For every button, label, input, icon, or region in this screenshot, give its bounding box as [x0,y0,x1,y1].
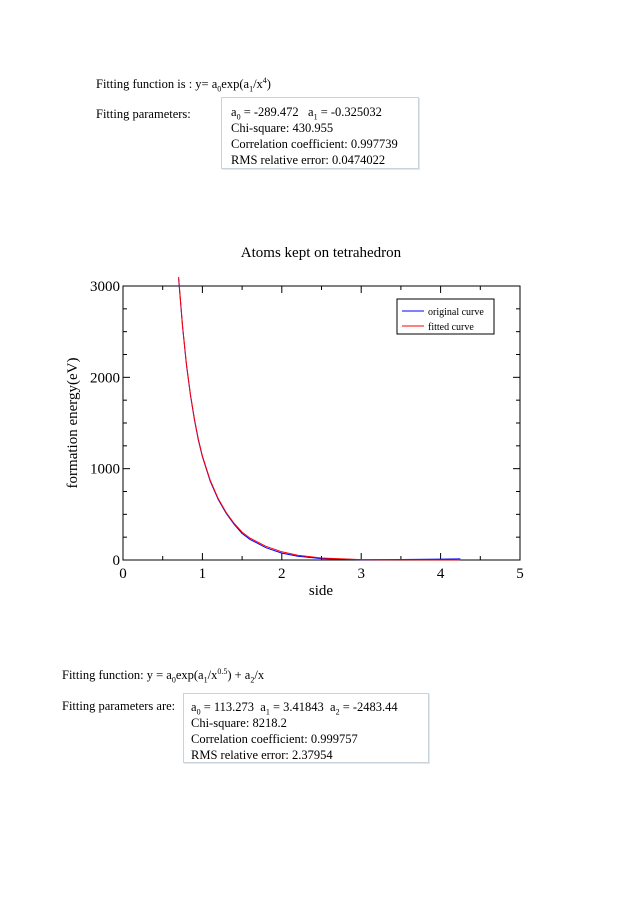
fit1-a0-value: = -289.472 [240,105,299,119]
fit2-function-sub0: 0 [171,675,176,685]
fit2-a2-label: a [330,700,336,714]
fit1-params-box [221,97,419,169]
fit1-rms-error: RMS relative error: 0.0474022 [231,153,386,167]
fit1-function-sub0: 0 [217,84,222,94]
fit1-function-exponent: 4 [262,75,267,85]
fit1-a1-sub: 1 [313,112,318,122]
fit1-function-mid2: /x [253,77,263,91]
fit2-chi-square: Chi-square: 8218.2 [191,716,287,730]
fit1-params-label: Fitting parameters: [96,107,191,121]
fit2-coefficients [191,699,428,715]
fit2-function-sub1: 1 [203,675,208,685]
y-tick-label: 2000 [90,370,120,387]
fit2-function [62,667,264,683]
y-tick-label: 1000 [90,461,120,478]
fit2-correlation: Correlation coefficient: 0.999757 [191,732,358,746]
x-tick-label: 1 [198,566,207,582]
fit1-coefficients [231,104,418,120]
fit2-params-box [183,693,429,763]
fit2-params-label: Fitting parameters are: [62,699,176,713]
formation-energy-chart [55,233,555,603]
fit2-function-mid3: ) + a [227,668,251,682]
fit1-a0-sub: 0 [236,112,241,122]
fit2-function-mid2: /x [207,668,218,682]
x-tick-label: 3 [357,566,365,582]
fit2-a0-value: = 113.273 [200,700,255,714]
fit1-a0-label: a [231,105,237,119]
x-axis-label: side [308,583,334,599]
fit1-correlation: Correlation coefficient: 0.997739 [231,137,398,151]
x-tick-label: 0 [119,566,127,582]
y-axis-label: formation energy(eV) [65,357,81,489]
fit2-function-mid: exp(a [175,668,204,682]
fit2-rms-error: RMS relative error: 2.37954 [191,748,333,762]
fit2-a2-value: = -2483.44 [339,700,398,714]
fit2-function-exponent: 0.5 [217,666,228,676]
fit2-function-sub2: 2 [250,675,255,685]
fit1-a1-value: = -0.325032 [317,105,382,119]
x-tick-label: 5 [516,566,524,582]
fit2-a0-sub: 0 [196,707,201,717]
fit1-function-mid: exp(a [221,77,250,91]
x-tick-label: 2 [278,566,286,582]
fit2-a1-label: a [260,700,266,714]
x-tick-label: 4 [436,566,445,582]
y-tick-label: 0 [112,553,120,569]
fit1-a1-label: a [308,105,314,119]
fit2-function-suffix: /x [254,668,265,682]
fit1-function [96,76,271,92]
fit2-function-text: Fitting function: y = a [62,668,172,682]
fit1-function-sub1: 1 [249,84,254,94]
fit1-function-suffix: ) [266,77,271,91]
legend-original-label: original curve [428,307,484,318]
legend [397,299,494,334]
chart-title: Atoms kept on tetrahedron [240,245,402,261]
fit2-a0-label: a [191,700,197,714]
fit2-a2-sub: 2 [335,707,340,717]
y-tick-label: 3000 [90,279,120,295]
fit1-chi-square: Chi-square: 430.955 [231,121,334,135]
fit2-a1-sub: 1 [265,707,270,717]
legend-fitted-label: fitted curve [428,322,474,333]
fit1-function-text: Fitting function is : y= a [96,77,218,91]
fit2-a1-value: = 3.41843 [269,700,324,714]
